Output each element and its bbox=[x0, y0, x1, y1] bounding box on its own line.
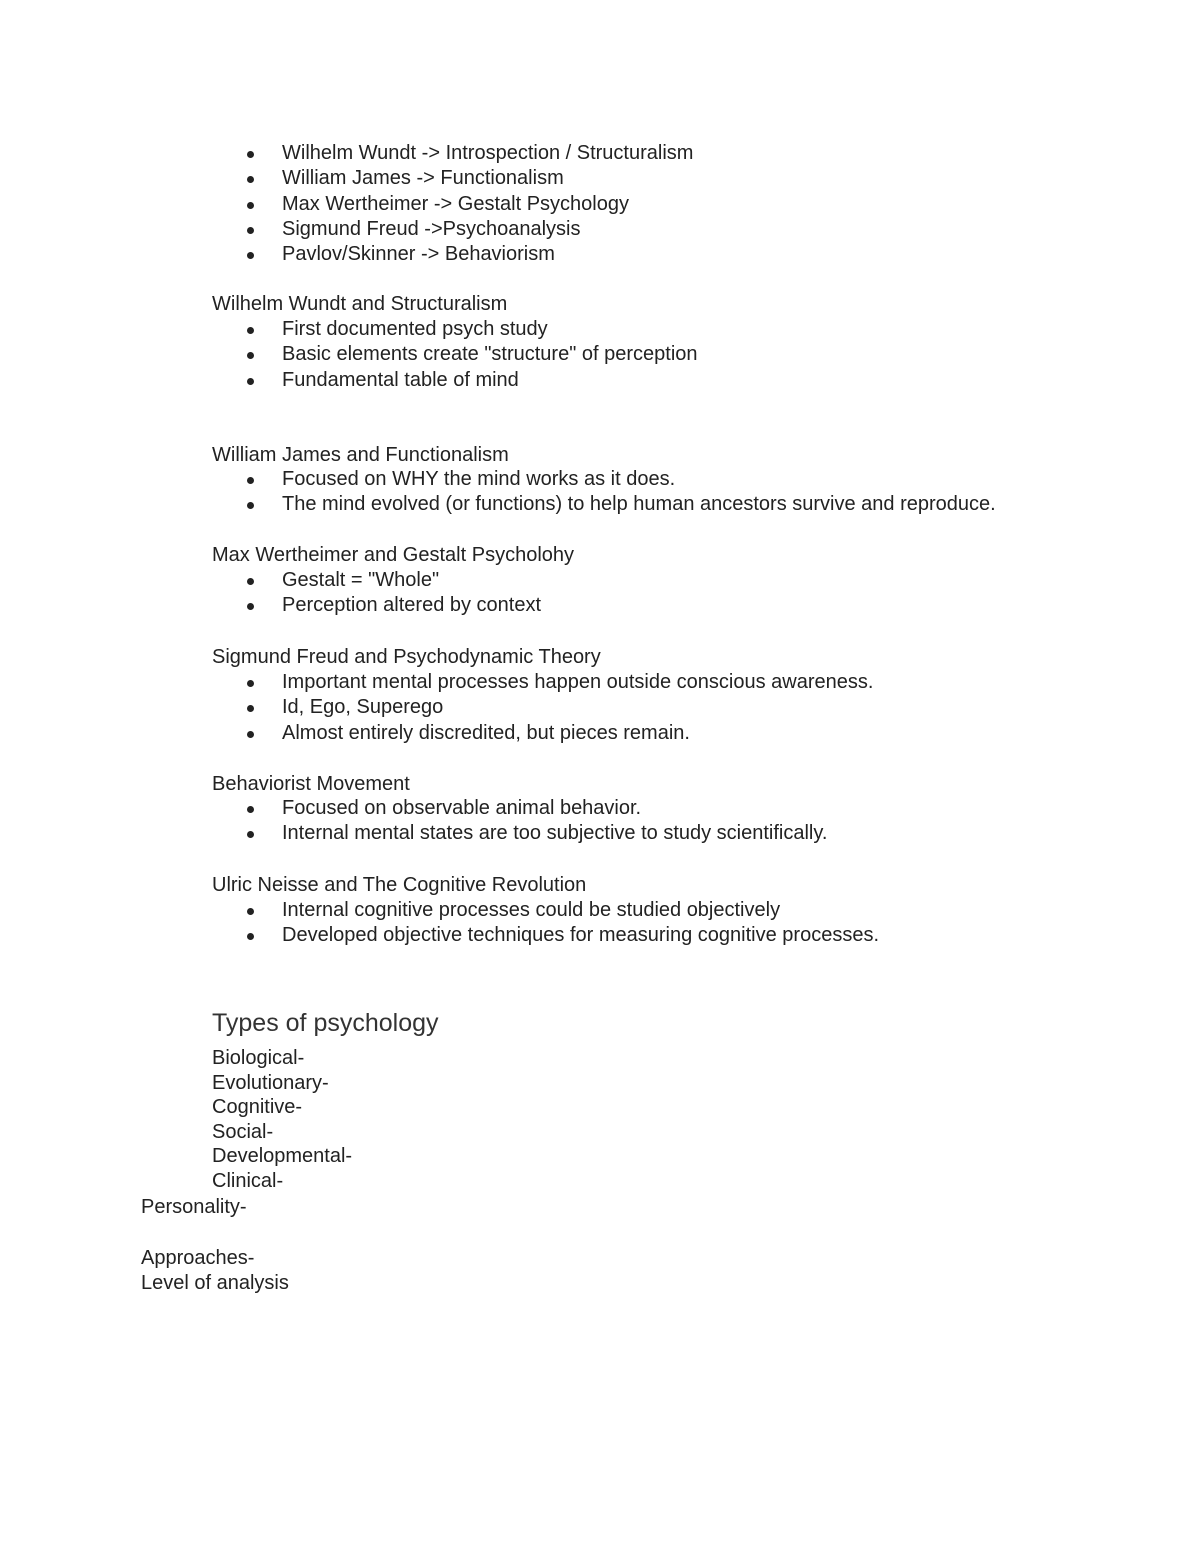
list-item: Internal mental states are too subjective to study scientifically. bbox=[0, 821, 827, 846]
section-list bbox=[0, 670, 873, 746]
list-item: Gestalt = "Whole" bbox=[0, 568, 541, 593]
list-item: Clinical- bbox=[212, 1169, 284, 1192]
list-item: First documented psych study bbox=[0, 317, 698, 342]
section-heading: William James and Functionalism bbox=[212, 444, 509, 466]
list-item: Perception altered by context bbox=[0, 593, 541, 618]
overview-list bbox=[0, 141, 693, 267]
personality-line: Personality- bbox=[141, 1196, 247, 1218]
section-list bbox=[0, 568, 541, 619]
list-item: Social- bbox=[212, 1120, 274, 1143]
list-item: Focused on WHY the mind works as it does. bbox=[0, 467, 996, 492]
approaches-line: Approaches- bbox=[141, 1247, 255, 1269]
list-item: Basic elements create "structure" of perception bbox=[0, 342, 698, 367]
list-item: Important mental processes happen outside conscious awareness. bbox=[0, 670, 873, 695]
list-item: Id, Ego, Superego bbox=[0, 695, 873, 720]
section-list bbox=[0, 898, 879, 949]
list-item: Max Wertheimer -> Gestalt Psychology bbox=[0, 192, 693, 217]
list-item: Fundamental table of mind bbox=[0, 368, 698, 393]
section-heading: Sigmund Freud and Psychodynamic Theory bbox=[212, 646, 601, 668]
section-heading: Max Wertheimer and Gestalt Psycholohy bbox=[212, 544, 575, 566]
list-item: Developed objective techniques for measuring cognitive processes. bbox=[0, 923, 879, 948]
list-item: Developmental- bbox=[212, 1145, 353, 1168]
list-item: Sigmund Freud ->Psychoanalysis bbox=[0, 217, 693, 242]
level-of-analysis-line: Level of analysis bbox=[141, 1272, 289, 1294]
types-heading: Types of psychology bbox=[212, 1009, 439, 1037]
list-item: Wilhelm Wundt -> Introspection / Structuralism bbox=[0, 141, 693, 166]
list-item: Biological- bbox=[212, 1047, 305, 1069]
section-list bbox=[0, 467, 996, 518]
list-item: Almost entirely discredited, but pieces remain. bbox=[0, 721, 873, 746]
section-heading: Behaviorist Movement bbox=[212, 773, 410, 795]
section-heading: Ulric Neisse and The Cognitive Revolution bbox=[212, 874, 587, 896]
list-item: Focused on observable animal behavior. bbox=[0, 796, 827, 821]
list-item: William James -> Functionalism bbox=[0, 166, 693, 191]
list-item: Pavlov/Skinner -> Behaviorism bbox=[0, 242, 693, 267]
list-item: Evolutionary- bbox=[212, 1071, 329, 1094]
section-list bbox=[0, 317, 698, 393]
section-list bbox=[0, 796, 827, 847]
list-item: Cognitive- bbox=[212, 1096, 303, 1119]
list-item: The mind evolved (or functions) to help human ancestors survive and reproduce. bbox=[0, 492, 996, 517]
types-list bbox=[212, 1046, 352, 1194]
list-item: Internal cognitive processes could be studied objectively bbox=[0, 898, 879, 923]
section-heading: Wilhelm Wundt and Structuralism bbox=[212, 293, 508, 315]
